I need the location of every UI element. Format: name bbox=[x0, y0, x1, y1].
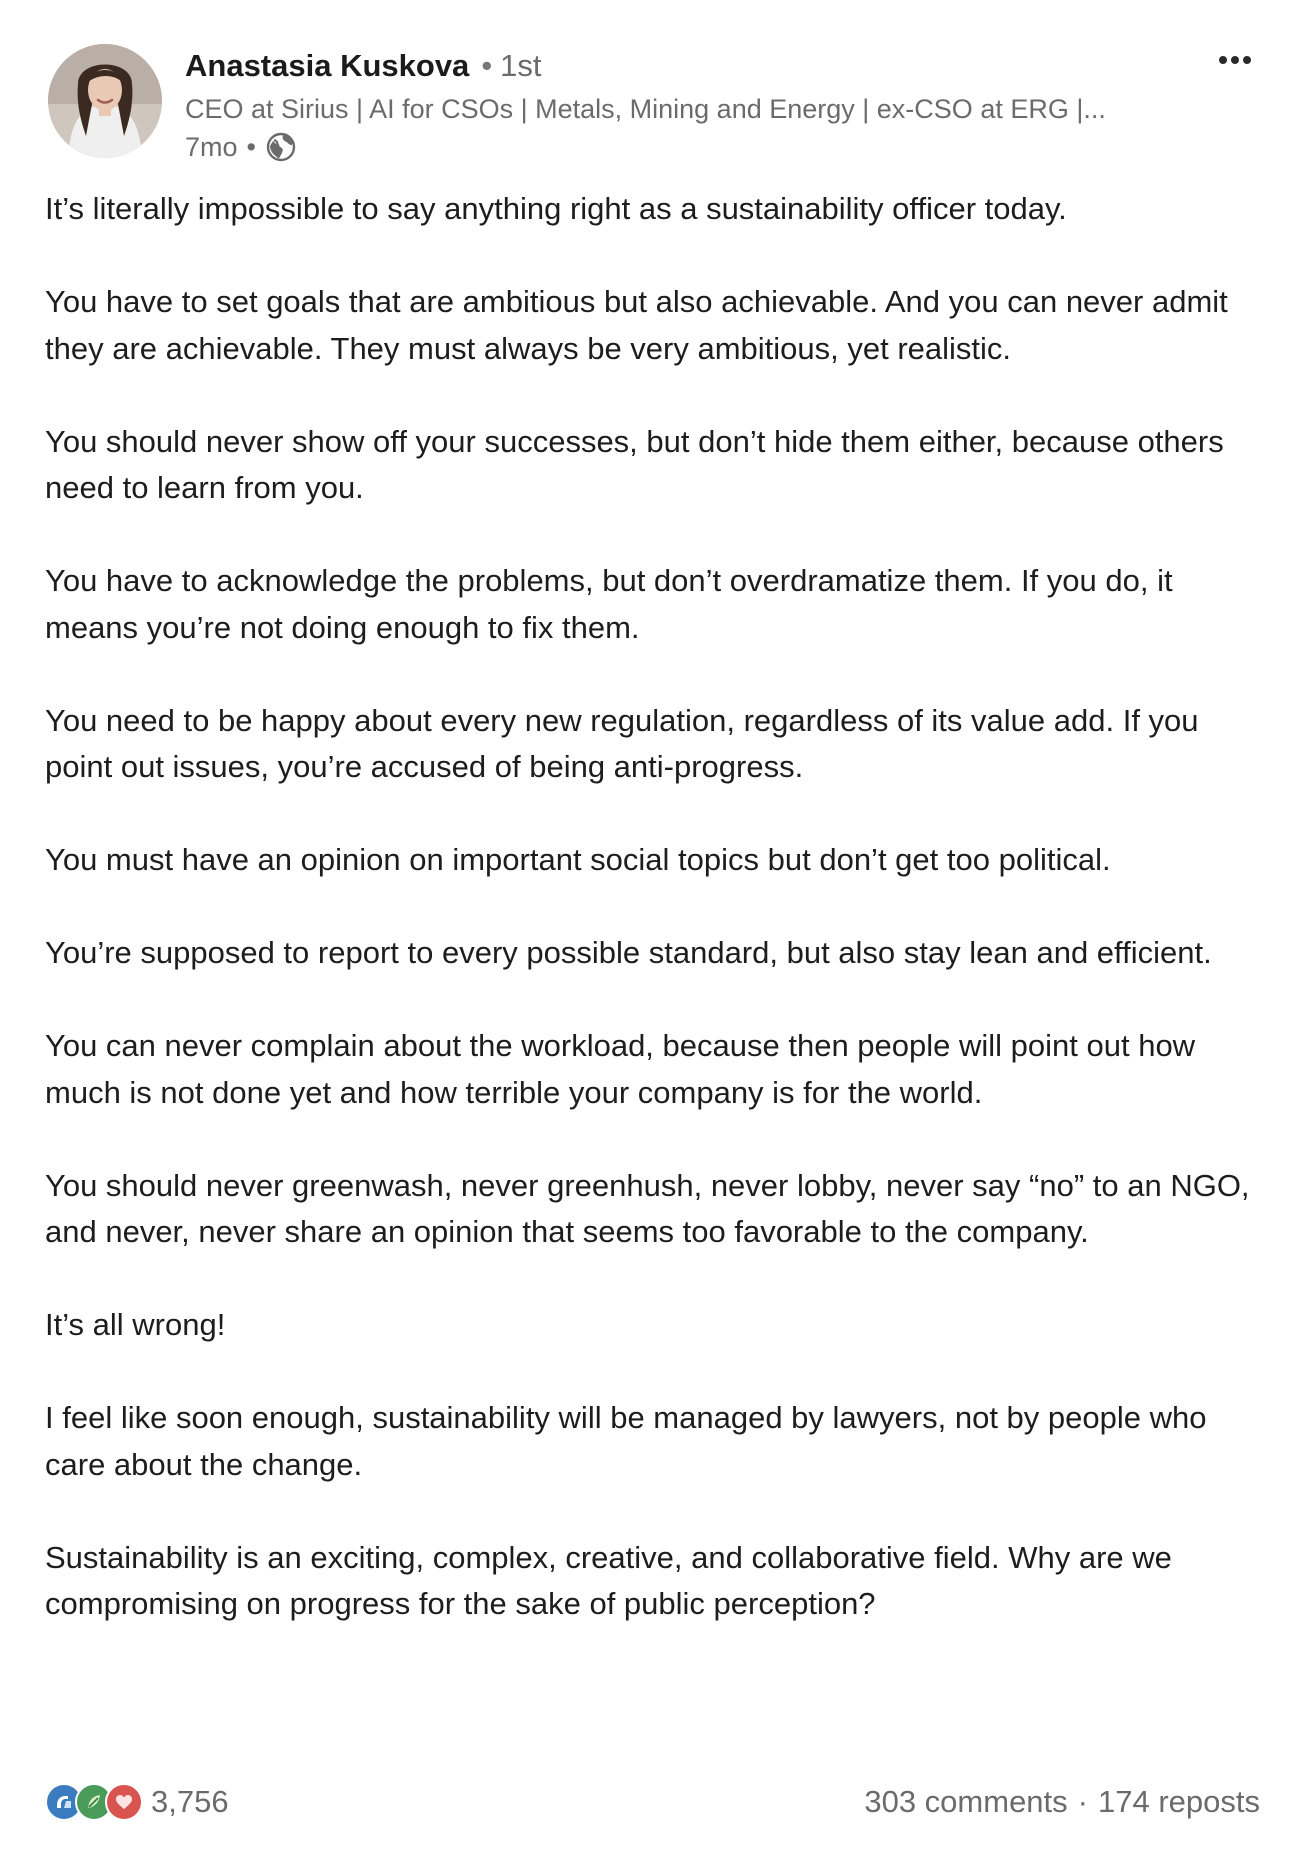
profile-photo bbox=[48, 44, 162, 158]
author-name[interactable]: Anastasia Kuskova bbox=[185, 48, 470, 83]
post-body bbox=[45, 186, 1260, 1628]
post-meta bbox=[185, 131, 297, 163]
reaction-icons bbox=[45, 1783, 143, 1821]
connection-degree: 1st bbox=[500, 48, 542, 83]
post-paragraph: You can never complain about the workload, because then people will point out how much is not done yet and how terrible your company is for the world. bbox=[45, 1028, 1196, 1110]
post-paragraph: You have to set goals that are ambitious but also achievable. And you can never admit they are achievable. They must always be very ambitious, yet realistic. bbox=[45, 284, 1228, 366]
social-counts bbox=[45, 1780, 1260, 1824]
reposts-link[interactable]: 174 reposts bbox=[1098, 1784, 1260, 1819]
post-paragraph: You should never greenwash, never greenhush, never lobby, never say “no” to an NGO, and never, never share an opinion that seems too favorable to the company. bbox=[45, 1167, 1250, 1249]
post-paragraph: You should never show off your successes, but don’t hide them either, because others need to learn from you. bbox=[45, 423, 1224, 505]
post-paragraph: It’s all wrong! bbox=[45, 1307, 226, 1342]
author-avatar[interactable] bbox=[48, 44, 162, 158]
post-time: 7mo bbox=[185, 131, 238, 162]
love-icon bbox=[105, 1783, 143, 1821]
more-horizontal-icon bbox=[1218, 55, 1252, 65]
post-paragraph: You’re supposed to report to every possible standard, but also stay lean and efficient. bbox=[45, 935, 1212, 970]
post-paragraph: Sustainability is an exciting, complex, creative, and collaborative field. Why are we compromising on progress for the sake of public perception? bbox=[45, 1539, 1172, 1621]
globe-icon bbox=[265, 131, 297, 163]
author-headline: CEO at Sirius | AI for CSOs | Metals, Mining and Energy | ex-CSO at ERG |... bbox=[185, 94, 1106, 124]
author-line bbox=[185, 48, 542, 84]
comments-link[interactable]: 303 comments bbox=[864, 1784, 1068, 1819]
engagement-stats bbox=[864, 1784, 1260, 1820]
reaction-count: 3,756 bbox=[151, 1784, 229, 1819]
connection-separator: • bbox=[481, 48, 493, 83]
time-separator: • bbox=[246, 131, 256, 162]
post-paragraph: It’s literally impossible to say anything right as a sustainability officer today. bbox=[45, 191, 1067, 226]
more-options-button[interactable] bbox=[1212, 44, 1258, 76]
post-paragraph: You have to acknowledge the problems, but don’t overdramatize them. If you do, it means you’re not doing enough to fix them. bbox=[45, 563, 1173, 645]
post-paragraph: I feel like soon enough, sustainability will be managed by lawyers, not by people who care about the change. bbox=[45, 1400, 1207, 1482]
post-paragraph: You must have an opinion on important social topics but don’t get too political. bbox=[45, 842, 1111, 877]
reactions-summary[interactable] bbox=[45, 1783, 229, 1821]
post-paragraph: You need to be happy about every new regulation, regardless of its value add. If you point out issues, you’re accused of being anti-progress. bbox=[45, 702, 1199, 784]
stats-separator: · bbox=[1077, 1784, 1088, 1819]
